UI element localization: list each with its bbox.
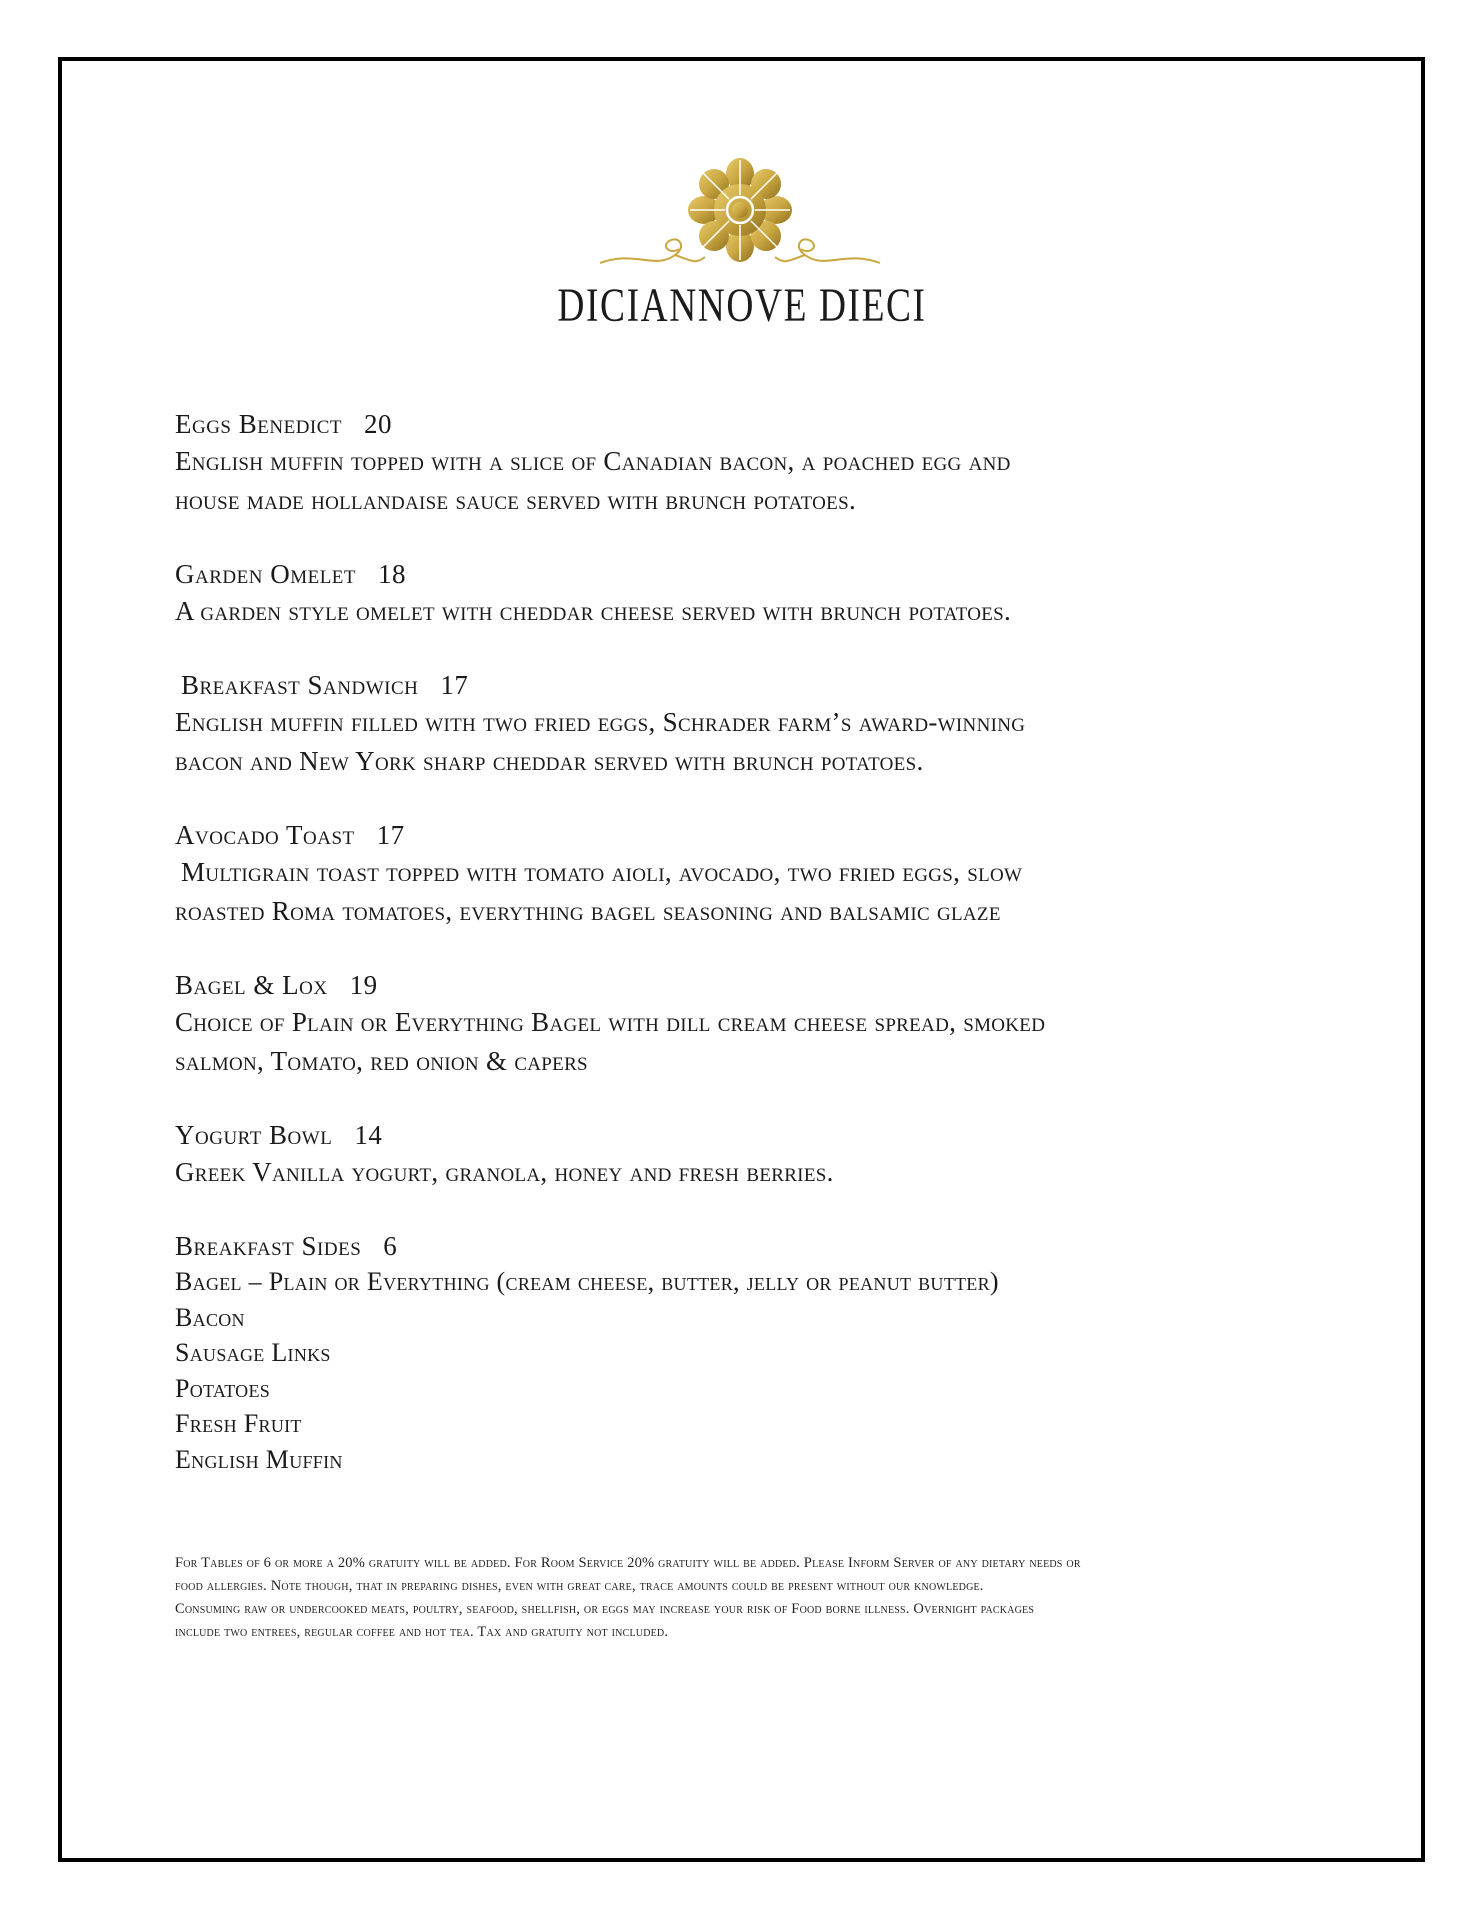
item-name: Breakfast Sandwich (181, 670, 419, 700)
item-name: Garden Omelet (175, 559, 357, 589)
item-price: 19 (349, 970, 378, 1000)
item-description: Choice of Plain or Everything Bagel with dill cream cheese spread, smoked (175, 1007, 1046, 1037)
item-description: Greek Vanilla yogurt, granola, honey and fresh berries. (175, 1157, 834, 1187)
restaurant-name: DICIANNOVE DIECI (557, 279, 927, 332)
item-description: salmon, Tomato, red onion & capers (175, 1046, 588, 1076)
disclaimer-line: food allergies. Note though, that in preparing dishes, even with great care, trace amounts could be present without our knowledge. (175, 1578, 984, 1594)
item-description: English muffin topped with a slice of Canadian bacon, a poached egg and (175, 446, 1011, 476)
gold-medallion-flourish-icon (595, 155, 885, 275)
item-name: Yogurt Bowl (175, 1120, 333, 1150)
side-item: Bagel – Plain or Everything (cream cheese, butter, jelly or peanut butter) (175, 1267, 999, 1296)
side-item: Fresh Fruit (175, 1409, 302, 1438)
item-name: Avocado Toast (175, 820, 355, 850)
footer-disclaimer (175, 1552, 1325, 1644)
item-description: Multigrain toast topped with tomato aioli, avocado, two fried eggs, slow (181, 857, 1023, 887)
item-name: Eggs Benedict (175, 409, 343, 439)
menu-item-eggs-benedict (175, 406, 1325, 520)
item-name: Bagel & Lox (175, 970, 328, 1000)
menu-item-breakfast-sandwich (175, 667, 1325, 781)
menu-item-yogurt-bowl (175, 1117, 1325, 1192)
side-item: Bacon (175, 1302, 245, 1332)
menu-item-garden-omelet (175, 556, 1325, 631)
side-item: Potatoes (175, 1373, 271, 1403)
menu-item-bagel-lox (175, 967, 1325, 1081)
item-price: 17 (376, 820, 405, 850)
item-price: 17 (440, 670, 469, 700)
item-price: 18 (378, 559, 407, 589)
disclaimer-line: For Tables of 6 or more a 20% gratuity will be added. For Room Service 20% gratuity will be added. Please Inform Server of any dietary needs or (175, 1555, 1081, 1571)
item-description: English muffin filled with two fried eggs, Schrader farm’s award-winning (175, 707, 1026, 737)
disclaimer-line: include two entrees, regular coffee and hot tea. Tax and gratuity not included. (175, 1624, 669, 1640)
disclaimer-line: Consuming raw or undercooked meats, poultry, seafood, shellfish, or eggs may increase your risk of Food borne illness. Overnight packages (175, 1601, 1035, 1617)
item-name: Breakfast Sides (175, 1231, 362, 1261)
item-description: house made hollandaise sauce served with brunch potatoes. (175, 485, 856, 515)
menu-item-avocado-toast (175, 817, 1325, 931)
item-description: A garden style omelet with cheddar cheese served with brunch potatoes. (175, 596, 1012, 626)
menu-list (175, 406, 1325, 1513)
item-price: 6 (383, 1231, 398, 1261)
item-price: 20 (364, 409, 393, 439)
item-description: roasted Roma tomatoes, everything bagel seasoning and balsamic glaze (175, 896, 1001, 926)
menu-section-breakfast-sides (175, 1228, 1325, 1477)
side-item: Sausage Links (175, 1338, 331, 1367)
item-description: bacon and New York sharp cheddar served with brunch potatoes. (175, 746, 924, 776)
item-price: 14 (354, 1120, 383, 1150)
side-item: English Muffin (175, 1444, 343, 1474)
